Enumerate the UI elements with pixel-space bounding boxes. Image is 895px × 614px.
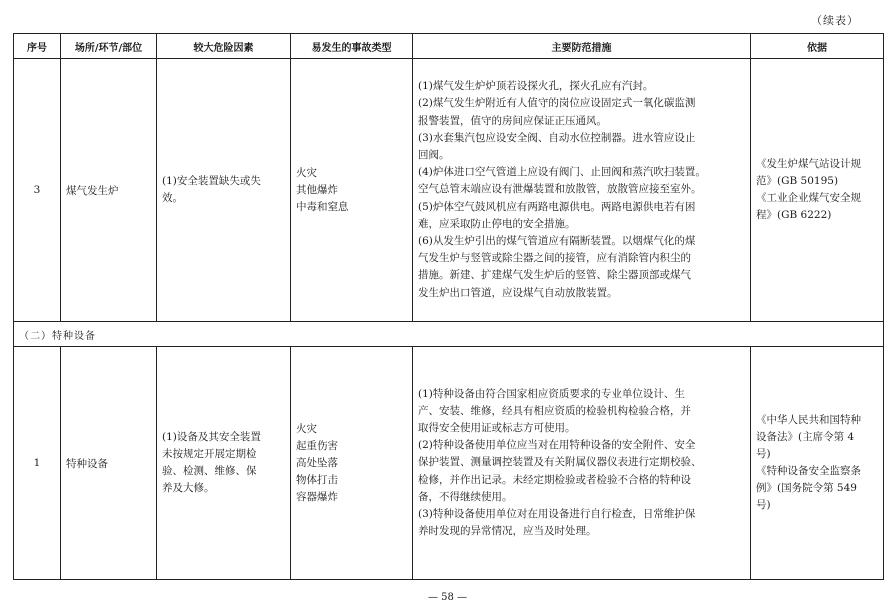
page-number: — 58 —: [427, 592, 468, 603]
measure-line: 产、安装、维修，经具有相应资质的检验机构检验合格，并: [418, 404, 691, 417]
measure-line: 报警装置，值守的房间应保证正压通风。: [418, 114, 607, 127]
accident-line: 物体打击: [296, 473, 338, 486]
measure-line: 回阀。: [418, 148, 450, 161]
hazard-table: [13, 33, 884, 580]
row-place: 特种设备: [61, 347, 157, 580]
accident-line: 高处坠落: [296, 456, 338, 469]
row-accident-types: [291, 59, 413, 322]
risk-line: (1)安全装置缺失或失: [162, 175, 261, 187]
measure-line: (1)煤气发生炉炉顶若设探火孔，探火孔应有汽封。: [418, 80, 654, 93]
measure-line: (6)从发生炉引出的煤气管道应有隔断装置。以烟煤气化的煤: [418, 235, 696, 247]
row-number: 1: [14, 347, 61, 580]
measure-line: 措施。新建、扩建煤气发生炉后的竖管、除尘器顶部或煤气: [418, 269, 691, 282]
section-row: [14, 322, 884, 347]
risk-line: 养及大修。: [162, 482, 215, 494]
header-basis: 依据: [751, 34, 884, 59]
row-place: 煤气发生炉: [61, 59, 157, 322]
accident-line: 其他爆炸: [296, 183, 338, 196]
row-basis: [751, 347, 884, 580]
measure-line: (5)炉体空气鼓风机应有两路电源供电。两路电源供电若有困: [418, 200, 696, 213]
basis-line: 《工业企业煤气安全规: [756, 192, 861, 204]
row-basis: [751, 59, 884, 322]
basis-line: 号): [756, 448, 771, 460]
measure-line: 备，不得继续使用。: [418, 490, 513, 503]
row-risk: [157, 347, 291, 580]
table-row: [14, 59, 884, 322]
header-accident: 易发生的事故类型: [291, 34, 413, 59]
accident-line: 火灾: [296, 166, 317, 179]
basis-line: 例》(国务院令第 549: [756, 482, 857, 494]
basis-line: 《中华人民共和国特种: [756, 414, 861, 426]
basis-line: 程》(GB 6222): [756, 209, 832, 221]
measure-line: (2)特种设备使用单位应当对在用特种设备的安全附件、安全: [418, 439, 696, 452]
measure-line: (1)特种设备由符合国家相应资质要求的专业单位设计、生: [418, 387, 685, 400]
risk-line: 验、检测、维修、保: [162, 465, 257, 477]
measure-line: (4)炉体进口空气管道上应设有阀门、止回阀和蒸汽吹扫装置。: [418, 166, 706, 179]
accident-line: 中毒和窒息: [296, 200, 349, 213]
risk-line: 未按规定开展定期检: [162, 448, 257, 460]
row-risk: [157, 59, 291, 322]
measure-line: 保护装置、测量调控装置及有关附属仪器仪表进行定期校验、: [418, 456, 702, 469]
measure-line: 检修，并作出记录。未经定期检验或者检验不合格的特种设: [418, 473, 691, 486]
accident-line: 起重伤害: [296, 439, 338, 452]
table-row: [14, 347, 884, 580]
measure-line: 空气总管末端应设有泄爆装置和放散管，放散管应接至室外。: [418, 183, 702, 196]
continued-label: （续表）: [811, 14, 859, 27]
measure-line: (3)水套集汽包应设安全阀、自动水位控制器。进水管应设止: [418, 131, 696, 144]
table-header-row: [14, 34, 884, 59]
row-measures: [413, 347, 751, 580]
risk-line: 效。: [162, 192, 183, 204]
accident-line: 容器爆炸: [296, 490, 338, 503]
risk-line: (1)设备及其安全装置: [162, 431, 261, 443]
basis-line: 《发生炉煤气站设计规: [756, 158, 861, 170]
header-risk: 较大危险因素: [157, 34, 291, 59]
measure-line: 发生炉出口管道，应设煤气自动放散装置。: [418, 286, 618, 299]
section-title: （二）特种设备: [14, 322, 884, 347]
row-accident-types: [291, 347, 413, 580]
basis-line: 范》(GB 50195): [756, 175, 839, 187]
row-number: 3: [14, 59, 61, 322]
header-measures: 主要防范措施: [413, 34, 751, 59]
basis-line: 号): [756, 499, 771, 511]
measure-line: 气发生炉与竖管或除尘器之间的接管，应有消除管内积尘的: [418, 252, 691, 265]
measure-line: 养时发现的异常情况，应当及时处理。: [418, 525, 597, 538]
header-no: 序号: [14, 34, 61, 59]
row-measures: [413, 59, 751, 322]
basis-line: 《特种设备安全监察条: [756, 465, 861, 477]
measure-line: (2)煤气发生炉附近有人值守的岗位应设固定式一氧化碳监测: [418, 97, 696, 110]
measure-line: (3)特种设备使用单位对在用设备进行自行检查，日常维护保: [418, 508, 696, 520]
accident-line: 火灾: [296, 422, 317, 435]
measure-line: 取得安全使用证或标志方可使用。: [418, 421, 576, 434]
measure-line: 难，应采取防止停电的安全措施。: [418, 217, 576, 230]
basis-line: 设备法》(主席令第 4: [756, 431, 855, 443]
header-place: 场所/环节/部位: [61, 34, 157, 59]
